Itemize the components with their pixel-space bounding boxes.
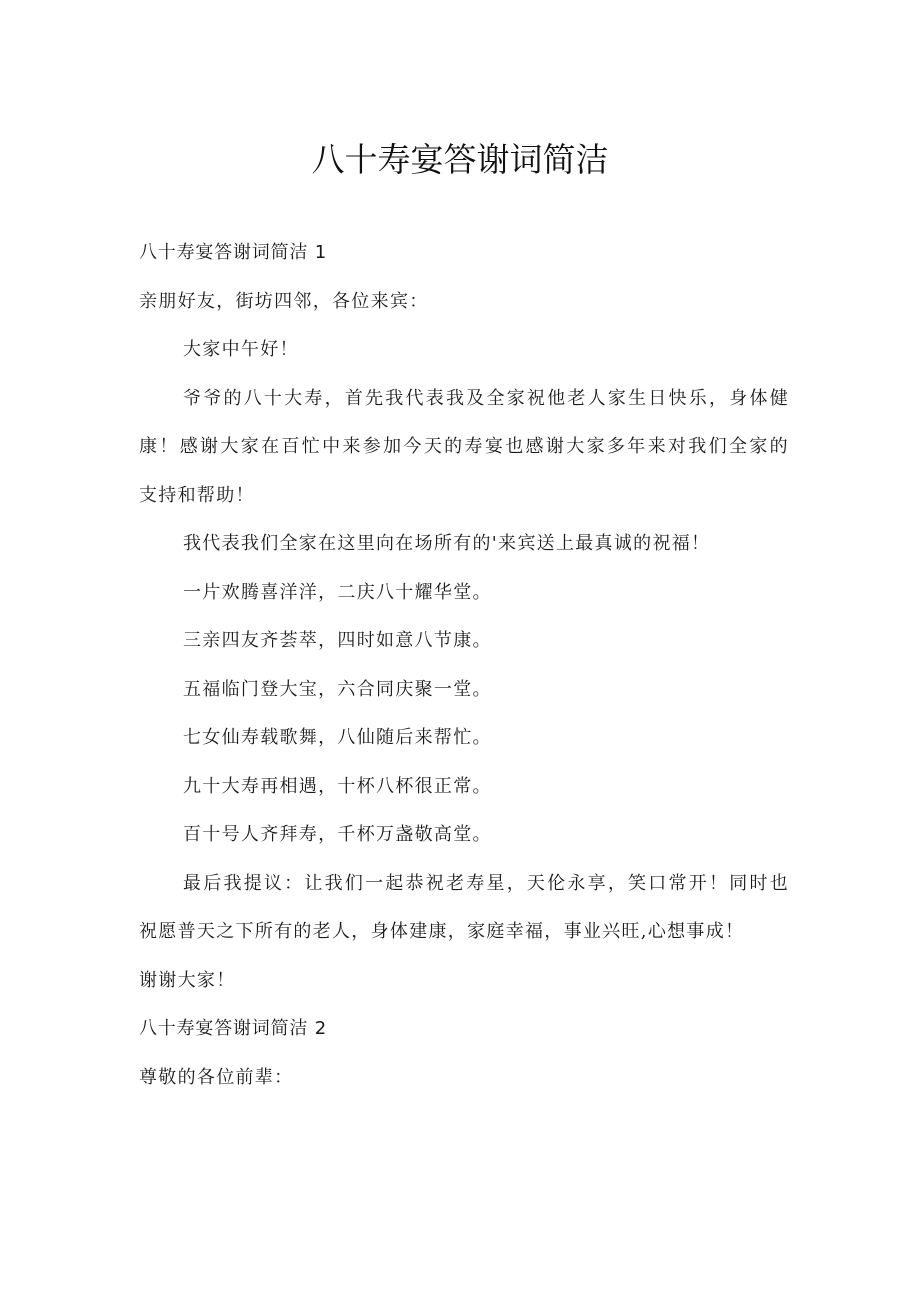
salutation: 亲朋好友，街坊四邻，各位来宾： <box>139 290 429 312</box>
poem-line: 九十大寿再相遇，十杯八杯很正常。 <box>183 775 492 797</box>
poem-line: 一片欢腾喜洋洋，二庆八十耀华堂。 <box>183 581 492 603</box>
poem-line: 七女仙寿载歌舞，八仙随后来帮忙。 <box>183 727 492 748</box>
paragraph-line: 支持和帮助！ <box>139 484 255 506</box>
paragraph-line: 爷爷的八十大寿，首先我代表我及全家祝他老人家生日快乐，身体健 <box>183 387 789 409</box>
section-heading-2: 八十寿宴答谢词简洁 2 <box>139 1018 327 1039</box>
paragraph-line: 最后我提议：让我们一起恭祝老寿星，天伦永享，笑口常开！同时也 <box>183 872 789 894</box>
paragraph-line: 祝愿普天之下所有的老人，身体建康，家庭幸福，事业兴旺,心想事成！ <box>139 921 745 942</box>
closing-line: 谢谢大家！ <box>139 969 236 991</box>
poem-line: 五福临门登大宝，六合同庆聚一堂。 <box>183 678 492 700</box>
document-body <box>139 229 789 1102</box>
document-title: 八十寿宴答谢词简洁 <box>311 140 609 179</box>
poem-line: 三亲四友齐荟萃，四时如意八节康。 <box>183 630 492 651</box>
paragraph-line: 我代表我们全家在这里向在场所有的'来宾送上最真诚的祝福！ <box>183 533 711 554</box>
paragraph-line: 康！感谢大家在百忙中来参加今天的寿宴也感谢大家多年来对我们全家的 <box>139 436 789 457</box>
section-heading-1: 八十寿宴答谢词简洁 1 <box>139 242 327 263</box>
greeting: 大家中午好！ <box>183 339 299 360</box>
salutation: 尊敬的各位前辈： <box>139 1066 294 1088</box>
poem-line: 百十号人齐拜寿，千杯万盏敬高堂。 <box>183 824 492 845</box>
